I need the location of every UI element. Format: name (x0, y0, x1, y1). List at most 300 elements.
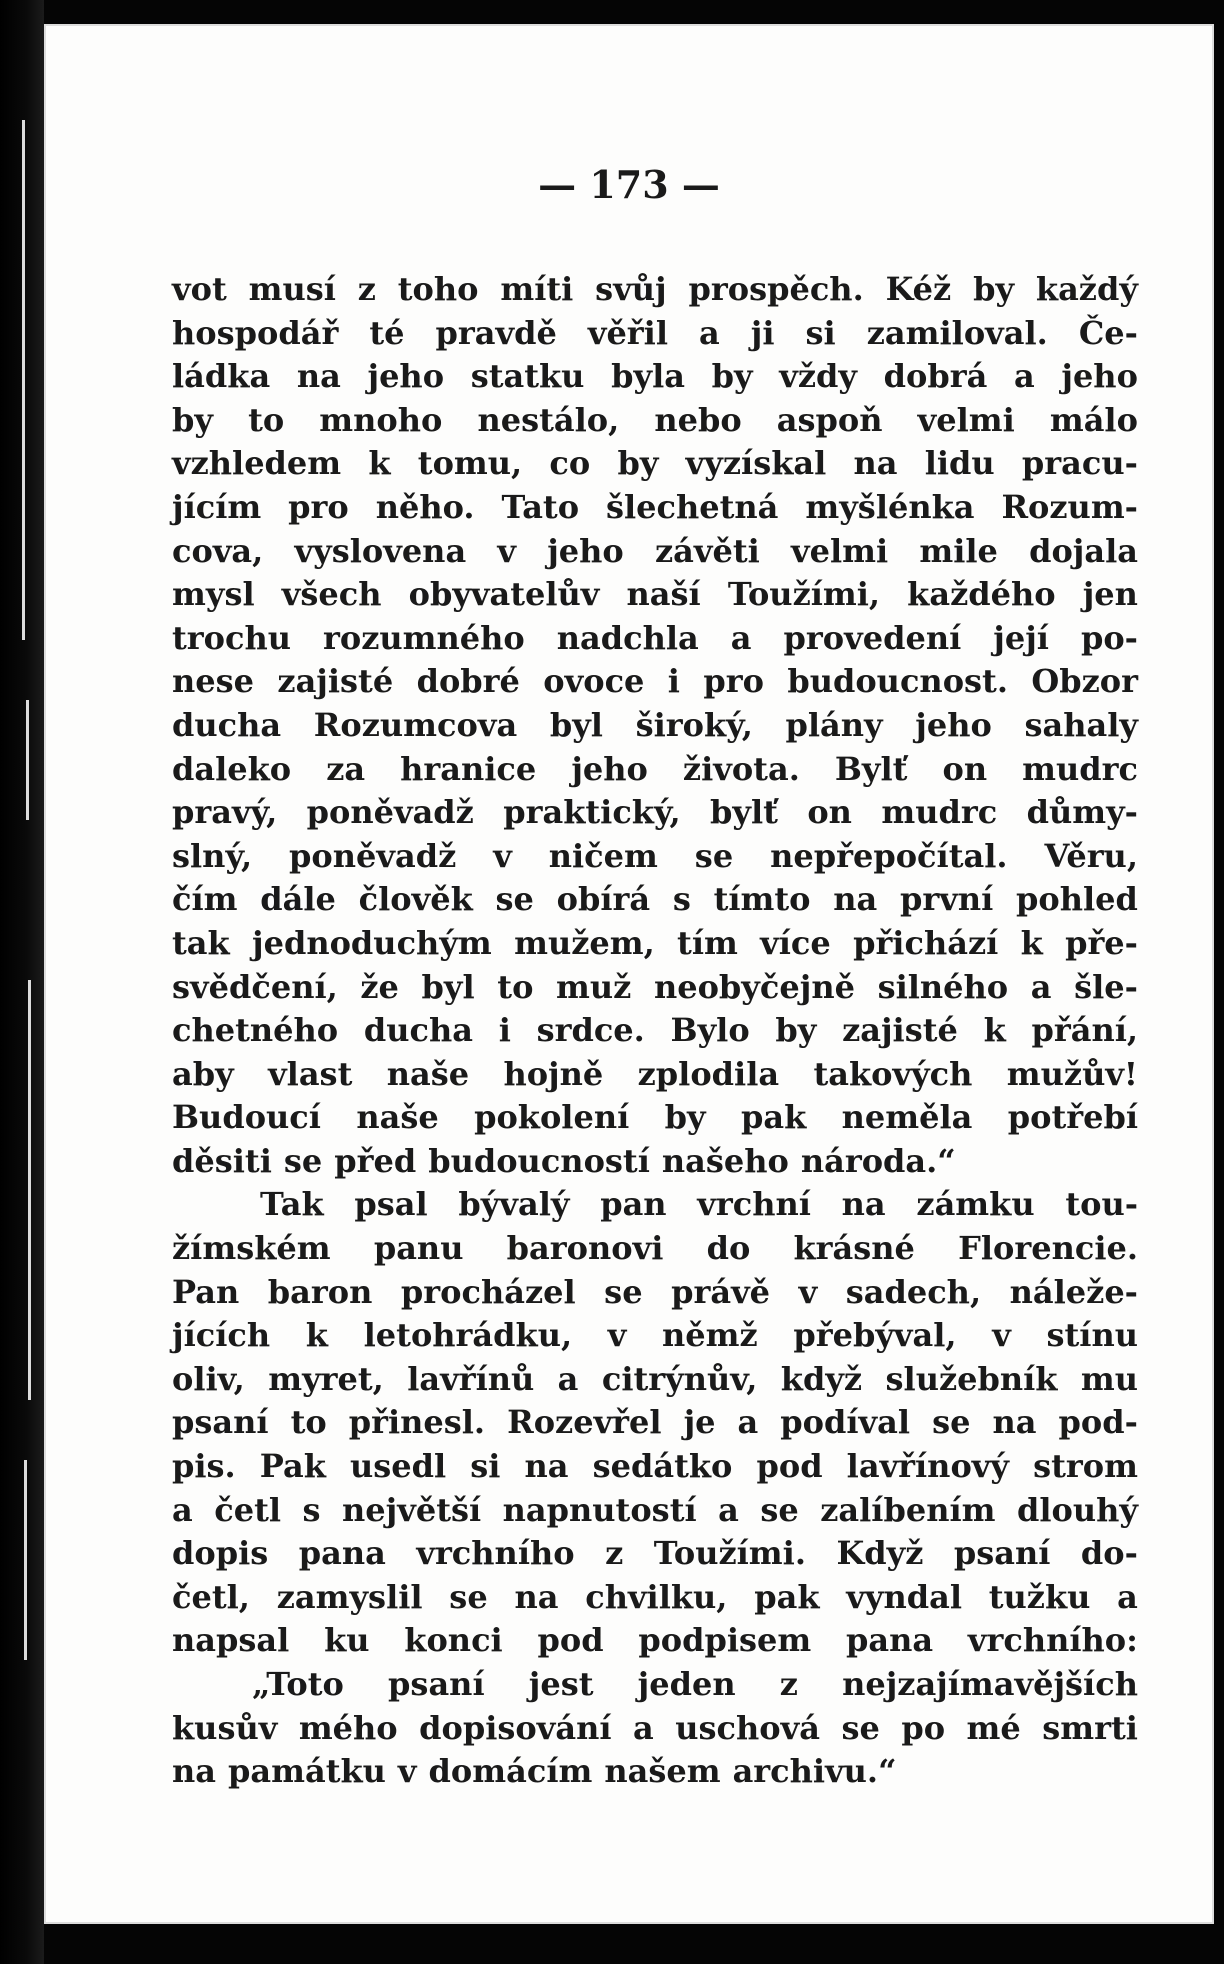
word: tužku (988, 1577, 1091, 1616)
word: právě (671, 1272, 771, 1311)
word: napnutostí (502, 1490, 697, 1529)
text-line (172, 1750, 1138, 1794)
word: muž (556, 967, 632, 1006)
word: z (605, 1534, 624, 1573)
word: k (983, 1011, 1006, 1050)
body-text (172, 268, 1138, 1794)
word: jícím (172, 487, 262, 526)
word: z (779, 1665, 798, 1703)
word: domácím (428, 1752, 593, 1791)
word: po (901, 1708, 946, 1747)
word: by (775, 1011, 817, 1050)
word: baronovi (506, 1229, 664, 1268)
text-line (172, 835, 1138, 879)
binding-edge (0, 0, 44, 1964)
word: žímském (172, 1229, 331, 1268)
word: pravý, (172, 793, 278, 832)
word: děsiti (172, 1141, 272, 1180)
word: smrti (1042, 1708, 1138, 1747)
word: statku (470, 357, 585, 396)
word: se (841, 1708, 880, 1747)
text-line (172, 1096, 1138, 1140)
word: co (549, 444, 591, 483)
word: se (495, 880, 534, 919)
word: pro (288, 487, 349, 526)
word: psaní (953, 1534, 1051, 1573)
word: vot (172, 270, 227, 308)
word: i (498, 1011, 511, 1050)
word: sadech, (845, 1272, 982, 1311)
word: tou- (1065, 1185, 1138, 1224)
word: zalíbením (820, 1490, 996, 1529)
word: pracu- (1021, 444, 1138, 483)
word: usedl (349, 1447, 447, 1486)
word: bylť (710, 793, 778, 832)
word: psal (354, 1185, 428, 1224)
word: Rozevřel (507, 1403, 662, 1442)
word: pak (754, 1577, 820, 1616)
word: se (694, 836, 734, 875)
word: pohled (1016, 880, 1138, 919)
word: Pak (259, 1447, 326, 1486)
word: zajisté (277, 662, 394, 701)
page-number: — 173 — (538, 162, 720, 207)
text-line (172, 1663, 1138, 1707)
word: její (993, 618, 1049, 657)
word: se (604, 1272, 643, 1311)
word: Bylo (670, 1011, 750, 1050)
word: když (780, 1359, 863, 1398)
word: v (497, 531, 516, 570)
word: budoucností (428, 1141, 650, 1180)
text-line (172, 530, 1138, 574)
word: a (737, 1403, 759, 1442)
word: lavřínů (407, 1359, 535, 1398)
word: myret, (268, 1359, 384, 1398)
word: každého (907, 575, 1056, 614)
word: musí (248, 270, 336, 308)
word: podpisem (638, 1621, 812, 1660)
word: pokolení (474, 1098, 630, 1137)
word: rozumného (323, 618, 525, 657)
word: na (992, 1403, 1037, 1442)
word: provedení (783, 618, 962, 657)
text-line (172, 617, 1138, 661)
word: více (760, 923, 831, 962)
text-line (172, 268, 1138, 312)
word: a (1013, 357, 1035, 396)
word: mysl (172, 575, 255, 614)
word: jících (172, 1316, 271, 1355)
word: přání, (1031, 1011, 1138, 1050)
word: Toužími. (653, 1534, 806, 1573)
word: důmy- (1026, 793, 1138, 832)
word: poněvadž (289, 836, 457, 875)
word: málo (1049, 400, 1138, 439)
word: v (798, 1272, 818, 1311)
word: kusův (172, 1708, 278, 1747)
word: pana (846, 1621, 934, 1660)
word: archivu.“ (732, 1752, 897, 1791)
word: trochu (172, 618, 291, 657)
text-line (172, 399, 1138, 443)
word: zamyslil (276, 1577, 423, 1616)
book-page (44, 24, 1214, 1924)
word: dobré (416, 662, 520, 701)
word: zplodila (637, 1054, 780, 1093)
word: života. (682, 749, 800, 788)
word: s (302, 1490, 321, 1529)
word: je (683, 1403, 716, 1442)
word: sahaly (1024, 705, 1138, 744)
word: šlechetná (605, 487, 779, 526)
word: budoucnost. (787, 662, 1008, 701)
word: hospodář (172, 313, 339, 352)
word: četl (214, 1490, 282, 1529)
word: Obzor (1031, 662, 1138, 701)
text-line (172, 1140, 1138, 1184)
word: napsal (172, 1621, 290, 1660)
word: našeho (661, 1141, 789, 1180)
word: mudrc (881, 793, 998, 832)
word: obírá (556, 880, 651, 919)
word: Bylť (834, 749, 908, 788)
word: tímto (713, 880, 811, 919)
word: aspoň (776, 400, 883, 439)
text-line (172, 1401, 1138, 1445)
word: a (1030, 967, 1052, 1006)
word: jeho (1061, 357, 1138, 396)
word: vyslovena (294, 531, 467, 570)
text-line (172, 1053, 1138, 1097)
word: daleko (172, 749, 292, 788)
word: aby (172, 1054, 234, 1093)
word: jednoduchým (252, 923, 492, 962)
word: by (711, 357, 753, 396)
word: vyndal (846, 1577, 962, 1616)
word: konci (404, 1621, 503, 1660)
word: naše (356, 1098, 439, 1137)
word: věřil (587, 313, 668, 352)
word: Rozum- (1001, 487, 1138, 526)
word: naší (626, 575, 701, 614)
word: se (283, 1141, 323, 1180)
word: „Toto (252, 1665, 344, 1703)
word: a (1117, 1577, 1138, 1616)
word: na (841, 1185, 886, 1224)
word: něho. (375, 487, 475, 526)
word: to (290, 1403, 327, 1442)
word: pana (298, 1534, 386, 1573)
word: by (973, 270, 1015, 308)
word: plány (785, 705, 883, 744)
word: z (357, 270, 376, 308)
word: šle- (1074, 967, 1138, 1006)
word: v (493, 836, 512, 875)
word: obyvatelův (408, 575, 600, 614)
word: pod- (1058, 1403, 1138, 1442)
word: on (942, 749, 988, 788)
word: to (497, 967, 534, 1006)
word: té (369, 313, 405, 352)
word: a (699, 313, 720, 352)
word: a (633, 1708, 654, 1747)
word: letohrádku, (363, 1316, 573, 1355)
word: jeho (547, 531, 624, 570)
word: prospěch. (688, 270, 864, 308)
text-line (172, 1532, 1138, 1576)
word: chetného (172, 1011, 339, 1050)
word: sedátko (592, 1447, 733, 1486)
word: k (305, 1316, 328, 1355)
word: se (932, 1403, 971, 1442)
word: dále (260, 880, 336, 919)
word: vždy (779, 357, 857, 396)
word: si (805, 313, 836, 352)
word: v (397, 1752, 417, 1791)
word: chvilku, (585, 1577, 728, 1616)
text-line (172, 1314, 1138, 1358)
word: národa.“ (800, 1141, 956, 1180)
text-line (172, 1358, 1138, 1402)
word: vrchního (416, 1534, 575, 1573)
text-line (172, 1489, 1138, 1533)
binding-mark (26, 700, 29, 820)
word: památku (228, 1752, 386, 1791)
word: člověk (358, 880, 473, 919)
word: hranice (400, 749, 537, 788)
word: poněvadž (306, 793, 474, 832)
word: všech (281, 575, 382, 614)
word: svůj (595, 270, 667, 308)
word: jeho (915, 705, 992, 744)
word: pro (703, 662, 764, 701)
word: pis. (172, 1447, 236, 1486)
text-line (172, 878, 1138, 922)
word: zámku (916, 1185, 1035, 1224)
word: velmi (917, 400, 1015, 439)
word: naše (386, 1054, 470, 1093)
word: citrýnův, (601, 1359, 758, 1398)
word: tím (677, 923, 738, 962)
word: na (853, 444, 898, 483)
word: baron (267, 1272, 373, 1311)
word: mile (919, 531, 998, 570)
word: do (706, 1229, 751, 1268)
text-line (172, 1183, 1138, 1227)
word: Če- (1078, 313, 1138, 352)
word: to (248, 400, 285, 439)
word: vzhledem (172, 444, 342, 483)
word: mu (1080, 1359, 1138, 1398)
word: nese (172, 662, 254, 701)
word: mého (298, 1708, 398, 1747)
word: procházel (400, 1272, 576, 1311)
word: psaní (172, 1403, 269, 1442)
text-line (172, 1707, 1138, 1751)
word: na (833, 880, 878, 919)
word: by (617, 444, 659, 483)
word: mužem, (514, 923, 655, 962)
word: krásné (793, 1229, 915, 1268)
word: nestálo, (477, 400, 620, 439)
word: se (760, 1490, 799, 1529)
word: potřebí (1007, 1098, 1138, 1137)
word: se (449, 1577, 488, 1616)
word: v (992, 1316, 1011, 1355)
word: čím (172, 880, 238, 919)
word: pravdě (435, 313, 557, 352)
word: Budoucí (172, 1098, 321, 1137)
binding-mark (28, 980, 31, 1400)
word: přichází (853, 923, 999, 962)
word: mužův! (1006, 1054, 1138, 1093)
word: Když (836, 1534, 924, 1573)
word: vrchního: (967, 1621, 1138, 1660)
word: mé (966, 1708, 1021, 1747)
word: Tak (260, 1185, 324, 1224)
word: dlouhý (1016, 1490, 1138, 1529)
word: uschová (675, 1708, 820, 1747)
word: a (172, 1490, 193, 1529)
word: lavřínový (846, 1447, 1009, 1486)
word: ovoce (543, 662, 645, 701)
word: bývalý (458, 1185, 570, 1224)
word: na (524, 1447, 569, 1486)
text-line (172, 966, 1138, 1010)
word: za (326, 749, 366, 788)
word: mudrc (1022, 749, 1138, 788)
text-line (172, 704, 1138, 748)
text-line (172, 1271, 1138, 1315)
text-line (172, 573, 1138, 617)
word: hojně (503, 1054, 604, 1093)
word: vrchní (697, 1185, 811, 1224)
word: srdce. (536, 1011, 645, 1050)
word: pře- (1065, 923, 1138, 962)
word: míti (500, 270, 574, 308)
word: cova, (172, 531, 264, 570)
word: neměla (841, 1098, 973, 1137)
word: psaní (388, 1665, 485, 1703)
word: služebník (885, 1359, 1058, 1398)
text-line (172, 312, 1138, 356)
text-line (172, 1576, 1138, 1620)
word: nadchla (556, 618, 699, 657)
word: oliv, (172, 1359, 245, 1398)
word: že (360, 967, 399, 1006)
word: slný, (172, 836, 253, 875)
word: na (172, 1752, 216, 1791)
word: Florencie. (958, 1229, 1138, 1268)
word: velmi (790, 531, 889, 570)
word: ku (324, 1621, 370, 1660)
word: Tato (501, 487, 580, 526)
word: a (557, 1359, 579, 1398)
word: němž (662, 1316, 758, 1355)
word: neobyčejně (653, 967, 855, 1006)
word: lidu (924, 444, 995, 483)
word: pod (537, 1621, 604, 1660)
word: toho (397, 270, 479, 308)
word: byl (549, 705, 603, 744)
word: přebýval, (793, 1316, 957, 1355)
word: panu (373, 1229, 464, 1268)
word: na (514, 1577, 559, 1616)
word: Věru, (1044, 836, 1138, 875)
word: ničem (548, 836, 658, 875)
text-line (172, 791, 1138, 835)
word: strom (1033, 1447, 1138, 1486)
text-line (172, 748, 1138, 792)
word: pan (600, 1185, 667, 1224)
word: jen (1082, 575, 1138, 614)
word: jest (528, 1665, 594, 1703)
word: tomu, (417, 444, 523, 483)
word: nejzajímavějších (842, 1665, 1138, 1703)
word: tak (172, 923, 230, 962)
word: pod (756, 1447, 823, 1486)
word: praktický, (503, 793, 681, 832)
word: a (718, 1490, 739, 1529)
word: největší (342, 1490, 482, 1529)
word: takových (813, 1054, 973, 1093)
word: dopisování (419, 1708, 612, 1747)
word: pak (740, 1098, 807, 1137)
word: Rozumcova (313, 705, 518, 744)
word: stínu (1046, 1316, 1138, 1355)
word: k (1020, 923, 1043, 962)
word: Pan (172, 1272, 240, 1311)
binding-mark (24, 1460, 27, 1660)
word: závěti (654, 531, 760, 570)
text-line (172, 355, 1138, 399)
text-line (172, 660, 1138, 704)
word: byl (421, 967, 475, 1006)
word: první (900, 880, 994, 919)
word: k (368, 444, 391, 483)
word: náleže- (1009, 1272, 1138, 1311)
word: ládka (172, 357, 271, 396)
word: našem (604, 1752, 721, 1791)
word: přinesl. (348, 1403, 486, 1442)
text-line (172, 1009, 1138, 1053)
word: nepřepočítal. (770, 836, 1008, 875)
word: svědčení, (172, 967, 338, 1006)
word: podíval (780, 1403, 911, 1442)
word: do- (1080, 1534, 1138, 1573)
word: vlast (268, 1054, 353, 1093)
word: každý (1035, 270, 1138, 308)
word: silného (877, 967, 1009, 1006)
word: byla (611, 357, 685, 396)
word: ji (750, 313, 775, 352)
word: jeho (571, 749, 648, 788)
binding-mark (22, 120, 25, 640)
text-line (172, 1619, 1138, 1663)
word: a (730, 618, 752, 657)
word: četl, (172, 1577, 250, 1616)
word: dobrá (883, 357, 988, 396)
word: zajisté (842, 1011, 958, 1050)
word: by (172, 400, 213, 439)
word: mnoho (319, 400, 443, 439)
text-line (172, 1227, 1138, 1271)
word: jeden (637, 1665, 736, 1703)
word: ducha (363, 1011, 473, 1050)
word: on (807, 793, 852, 832)
word: by (664, 1098, 706, 1137)
